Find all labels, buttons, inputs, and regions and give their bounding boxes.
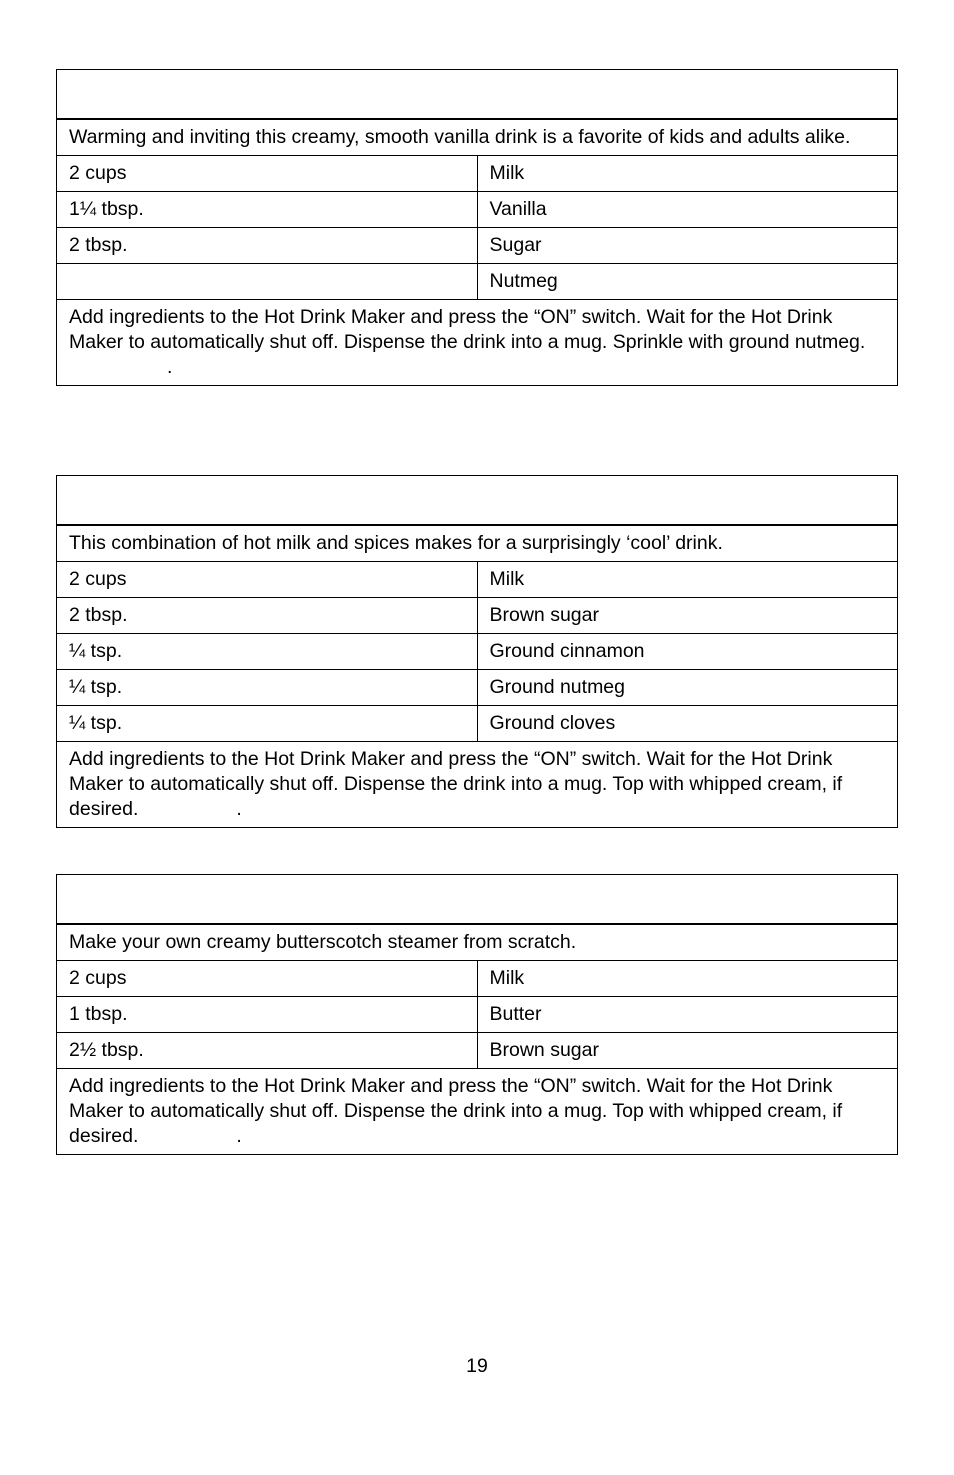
instructions-text: Add ingredients to the Hot Drink Maker and press the “ON” switch. Wait for the Hot Drink Maker to automatically shut off. Dispense the drink into a mug. Top with whipped cream, if desired. (69, 1074, 843, 1147)
ingredient-quantity: 1¼ tbsp. (57, 191, 478, 227)
ingredient-row (57, 597, 898, 633)
recipe-title (57, 70, 898, 119)
ingredient-quantity: ¼ tsp. (57, 633, 478, 669)
recipe-table (56, 475, 898, 828)
ingredient-row (57, 561, 898, 597)
ingredient-name: Milk (477, 960, 898, 996)
recipe-table (56, 69, 898, 386)
recipe-instructions (57, 741, 898, 827)
page-number: 19 (466, 1355, 488, 1377)
ingredient-name: Milk (477, 155, 898, 191)
recipe-description: Make your own creamy butterscotch steamer from scratch. (57, 924, 898, 961)
ingredient-name: Vanilla (477, 191, 898, 227)
recipe-instructions (57, 299, 898, 385)
ingredient-row (57, 960, 898, 996)
ingredient-name: Ground cinnamon (477, 633, 898, 669)
instructions-text: Add ingredients to the Hot Drink Maker and press the “ON” switch. Wait for the Hot Drink Maker to automatically shut off. Dispense the drink into a mug. Sprinkle with ground nutmeg. (69, 305, 866, 353)
ingredient-quantity: 2 cups (57, 155, 478, 191)
instructions-end: . (236, 1124, 242, 1147)
ingredient-row (57, 227, 898, 263)
ingredient-quantity: 2 tbsp. (57, 227, 478, 263)
ingredient-row (57, 1032, 898, 1068)
instructions-text: Add ingredients to the Hot Drink Maker and press the “ON” switch. Wait for the Hot Drink Maker to automatically shut off. Dispense the drink into a mug. Top with whipped cream, if desired. (69, 747, 843, 820)
ingredient-name: Ground cloves (477, 705, 898, 741)
ingredient-quantity: 2 cups (57, 960, 478, 996)
recipe-table (56, 874, 898, 1155)
ingredient-name: Butter (477, 996, 898, 1032)
ingredient-quantity: 2½ tbsp. (57, 1032, 478, 1068)
ingredient-quantity: 2 cups (57, 561, 478, 597)
ingredient-name: Brown sugar (477, 1032, 898, 1068)
ingredient-quantity: ¼ tsp. (57, 705, 478, 741)
ingredient-row (57, 155, 898, 191)
ingredient-row (57, 705, 898, 741)
ingredient-name: Nutmeg (477, 263, 898, 299)
ingredient-row (57, 669, 898, 705)
ingredient-row (57, 633, 898, 669)
ingredient-quantity: 2 tbsp. (57, 597, 478, 633)
ingredient-quantity (57, 263, 478, 299)
ingredient-name: Sugar (477, 227, 898, 263)
recipe-description: This combination of hot milk and spices makes for a surprisingly ‘cool’ drink. (57, 525, 898, 562)
recipe-title (57, 875, 898, 924)
ingredient-quantity: ¼ tsp. (57, 669, 478, 705)
instructions-end: . (236, 797, 242, 820)
instructions-end: . (167, 355, 173, 378)
ingredient-quantity: 1 tbsp. (57, 996, 478, 1032)
recipe-title (57, 476, 898, 525)
ingredient-name: Ground nutmeg (477, 669, 898, 705)
recipe-instructions (57, 1068, 898, 1154)
ingredient-row (57, 263, 898, 299)
ingredient-name: Brown sugar (477, 597, 898, 633)
recipe-description: Warming and inviting this creamy, smooth vanilla drink is a favorite of kids and adults alike. (57, 119, 898, 156)
ingredient-name: Milk (477, 561, 898, 597)
ingredient-row (57, 191, 898, 227)
ingredient-row (57, 996, 898, 1032)
